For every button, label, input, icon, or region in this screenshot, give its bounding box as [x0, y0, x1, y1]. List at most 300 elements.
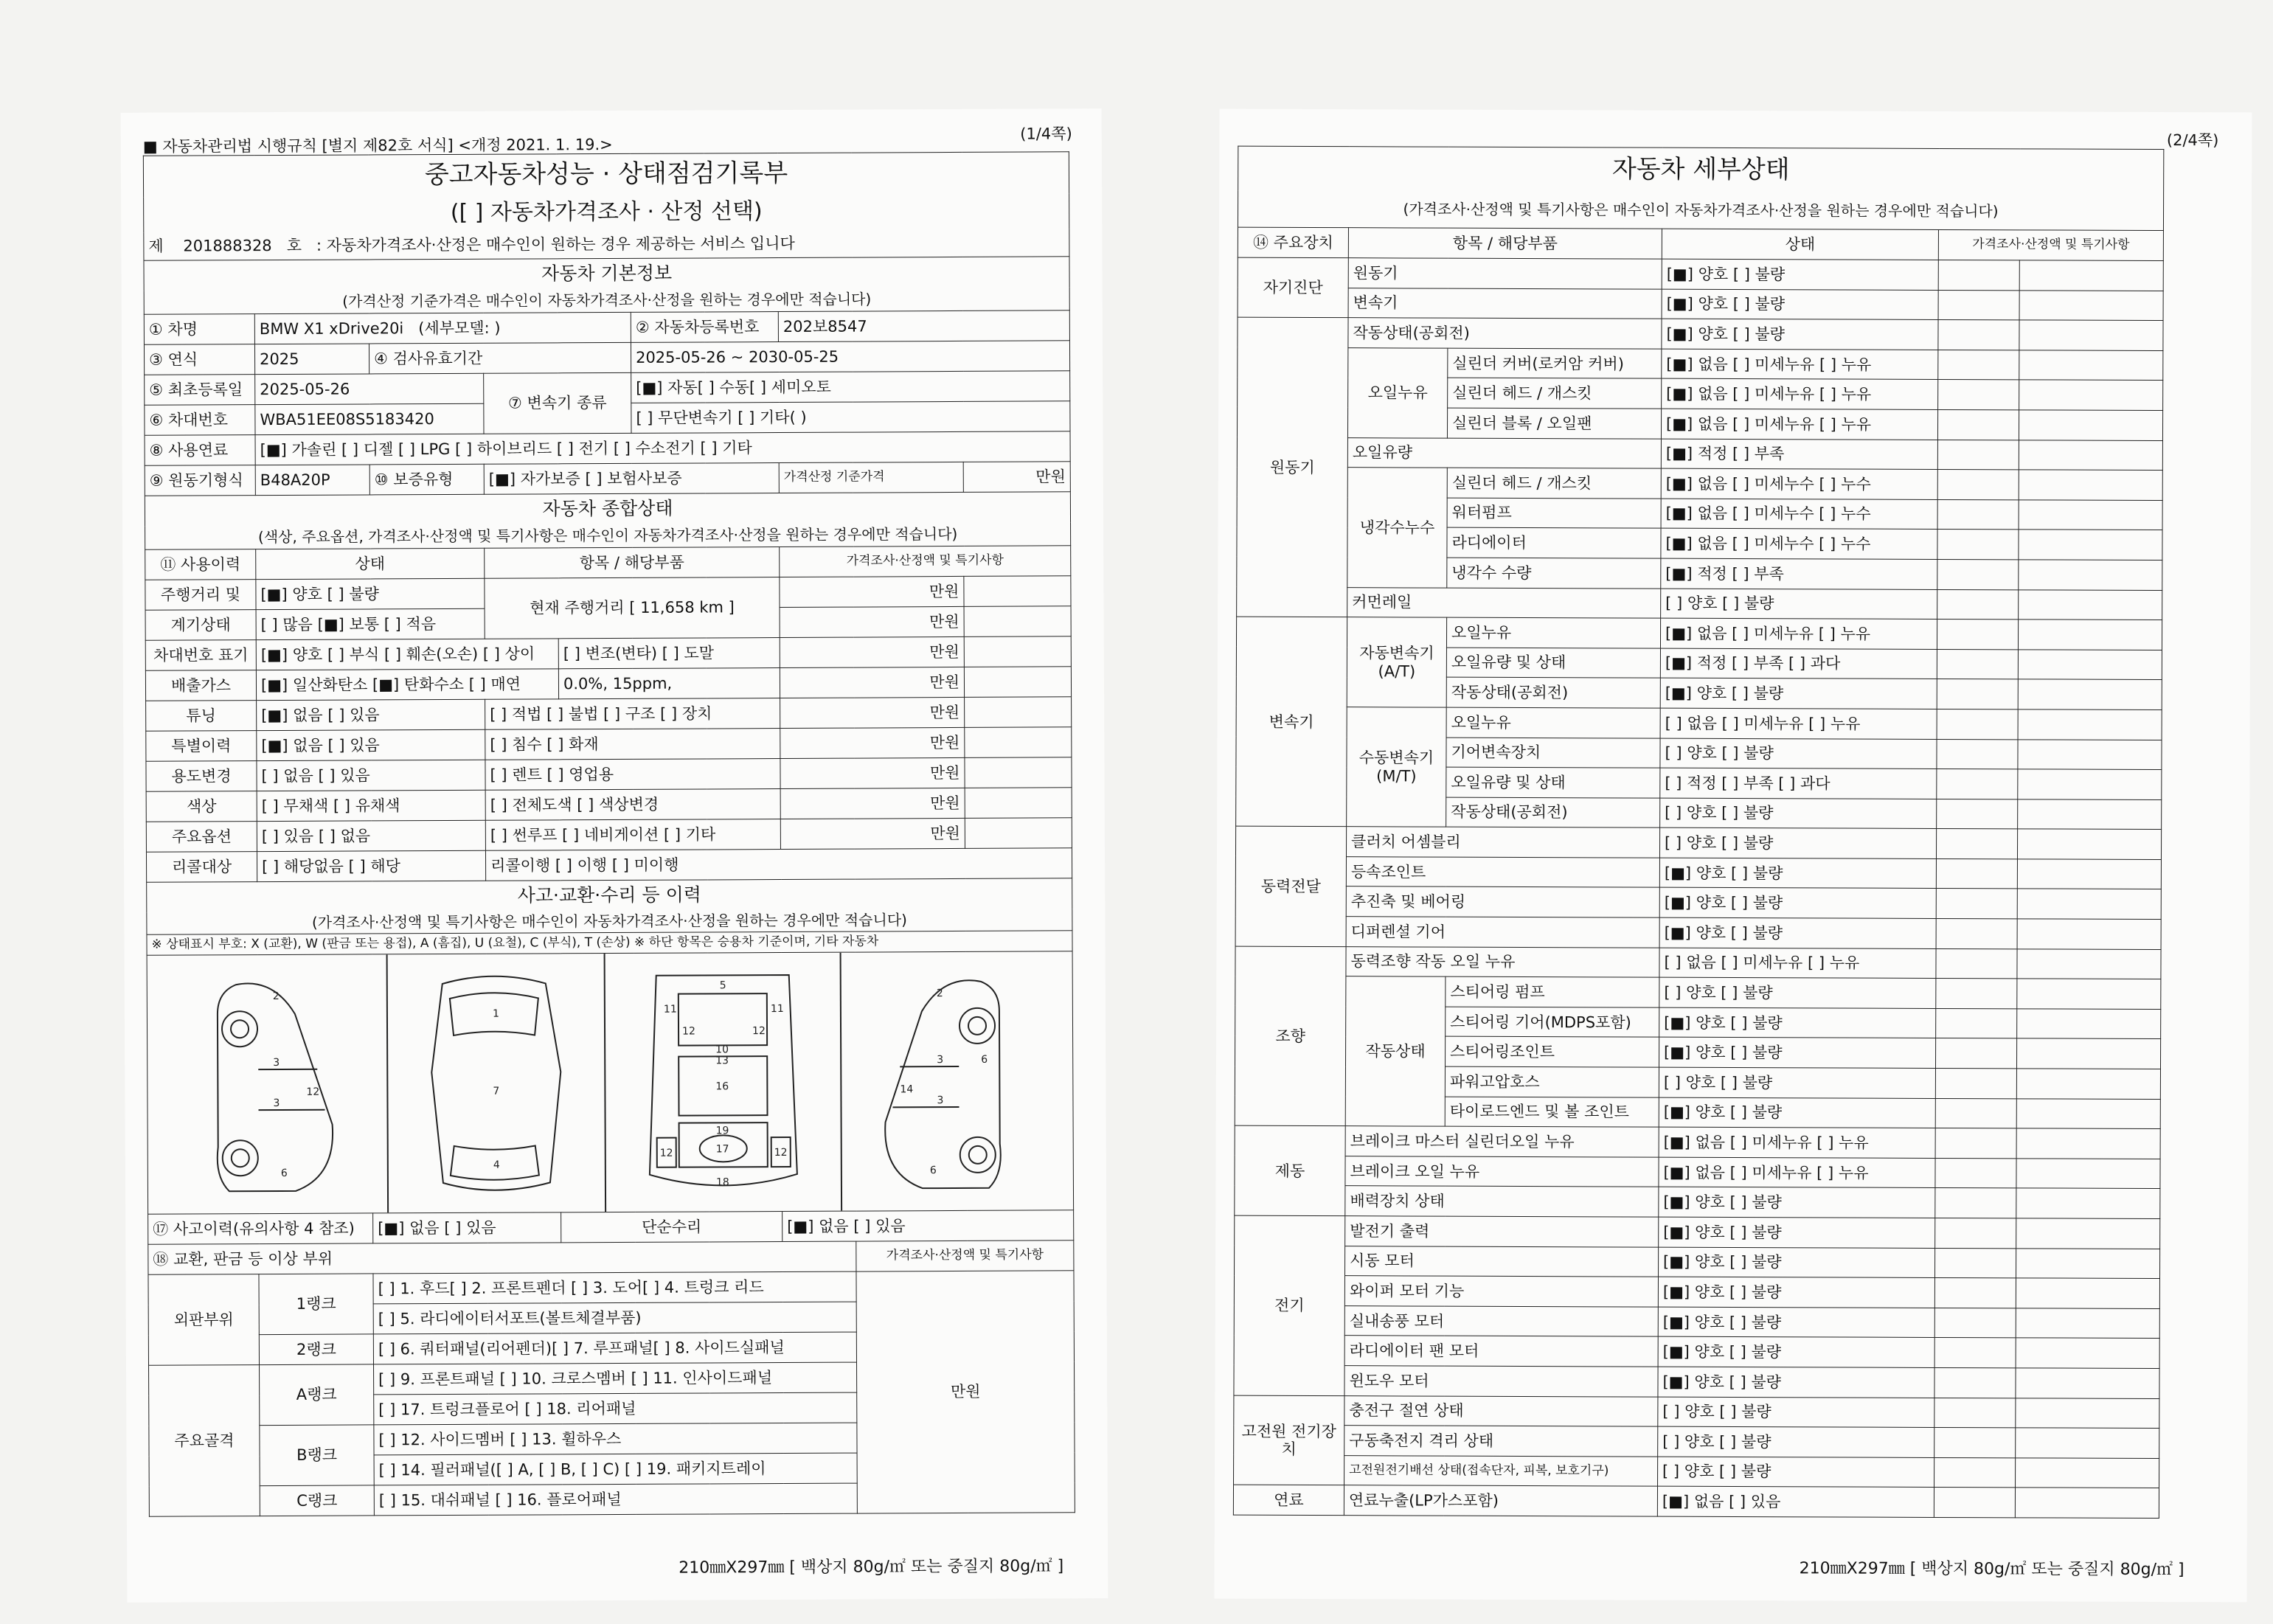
detail-price-cell [1936, 919, 2017, 949]
detail-category: 원동기 [1237, 317, 1348, 617]
detail-state: [ ] 양호 [ ] 불량 [1659, 977, 1936, 1008]
detail-row [1235, 976, 2161, 1009]
detail-state: [■] 양호 [ ] 불량 [1658, 1307, 1934, 1338]
detail-item: 커먼레일 [1347, 587, 1661, 618]
validity-value: 2025-05-26 ~ 2030-05-25 [631, 341, 1069, 373]
warranty-label: ⑩ 보증유형 [369, 464, 484, 495]
accident-note: (가격조사·산정액 및 특기사항은 매수인이 자동차가격조사·산정을 원하는 경우에만 적습니다) [147, 909, 1072, 934]
detail-price-cell [1937, 769, 2018, 799]
diagram-number: 1 [492, 1007, 499, 1020]
detail-note-cell [2016, 1188, 2160, 1218]
detail-state: [■] 양호 [ ] 불량 [1659, 1217, 1935, 1248]
diagram-number: 4 [493, 1159, 500, 1171]
detail-price-cell [1937, 620, 2018, 650]
page-2 [1214, 109, 2252, 1603]
general-title: 자동차 종합상태 [145, 492, 1070, 526]
rank1-items-b: [ ] 5. 라디에이터서포트(볼트체결부품) [373, 1302, 856, 1334]
vin-label: ⑥ 차대번호 [145, 405, 255, 436]
detail-item: 실린더 커버(로커암 커버) [1448, 348, 1662, 379]
transmission-label: ⑦ 변속기 종류 [484, 372, 631, 434]
detail-item: 작동상태(공회전) [1446, 677, 1660, 708]
detail-state: [ ] 양호 [ ] 불량 [1658, 1426, 1934, 1457]
rankB-items-a: [ ] 12. 사이드멤버 [ ] 13. 휠하우스 [374, 1423, 857, 1455]
detail-state: [ ] 양호 [ ] 불량 [1658, 1397, 1934, 1428]
form-number-row: 제 201888328 호 : 자동차가격조사·산정은 매수인이 원하는 경우 제공하는 서비스 입니다 [144, 229, 1069, 260]
detail-state: [ ] 적정 [ ] 부족 [ ] 과다 [1660, 768, 1937, 799]
rank1-label: 1랭크 [259, 1274, 373, 1335]
reg-no-value: 202보8547 [778, 310, 1069, 342]
detail-row [1235, 886, 2161, 920]
detail-state: [■] 양호 [ ] 불량 [1659, 1038, 1935, 1069]
diagram-number: 2 [272, 990, 280, 1003]
detail-note-cell [2016, 1368, 2159, 1398]
detail-note-cell [2018, 620, 2162, 650]
detail-state: [ ] 없음 [ ] 미세누유 [ ] 누유 [1659, 948, 1936, 979]
price-basis-label: 가격산정 기준가격 [779, 462, 963, 493]
diagram-number: 19 [715, 1125, 729, 1137]
general-row: 차대번호 표기 [■] 양호 [ ] 부식 [ ] 훼손(오손) [ ] 상이 [ ] 변조(변타) [ ] 도말 만원 [145, 636, 1071, 670]
detail-row [1235, 826, 2161, 859]
detail-price-cell [1935, 1068, 2016, 1098]
basic-info-title: 자동차 기본정보 [144, 257, 1069, 291]
detail-price-cell [1937, 499, 2019, 530]
rank2-items: [ ] 6. 쿼터패널(리어펜더)[ ] 7. 루프패널[ ] 8. 사이드실패널 [373, 1332, 856, 1364]
detail-state: [■] 양호 [ ] 불량 [1662, 319, 1938, 350]
detail-note-cell [2016, 1098, 2160, 1128]
accident-history-state: [■] 없음 [ ] 있음 [373, 1212, 561, 1243]
detail-item: 디퍼렌셜 기어 [1346, 917, 1659, 948]
detail-state: [■] 양호 [ ] 불량 [1659, 858, 1936, 889]
detail-row [1234, 1395, 2159, 1429]
detail-state: [ ] 양호 [ ] 불량 [1661, 589, 1937, 620]
detail-item: 냉각수 수량 [1447, 558, 1661, 589]
accident-title: 사고·교환·수리 등 이력 [147, 878, 1072, 912]
detail-item: 오일누유 [1446, 617, 1660, 648]
detail-price-cell [1935, 1188, 2016, 1218]
detail-item: 변속기 [1348, 288, 1662, 319]
detail-state: [■] 없음 [ ] 미세누수 [ ] 누수 [1661, 468, 1937, 499]
detail-item: 추진축 및 베어링 [1346, 886, 1659, 917]
detail-price-cell [1937, 799, 2018, 829]
detail-note-cell [2019, 260, 2163, 291]
detail-item: 실내송풍 모터 [1344, 1305, 1658, 1336]
detail-state: [■] 양호 [ ] 불량 [1659, 1007, 1936, 1038]
diagram-number: 6 [280, 1167, 288, 1179]
frame-label: 주요골격 [149, 1365, 260, 1517]
detail-state: [■] 양호 [ ] 불량 [1659, 1187, 1935, 1218]
detail-price-cell [1937, 440, 2019, 470]
general-row: 주행거리 및 [■] 양호 [ ] 불량 현재 주행거리 [ 11,658 km ] 만원 [145, 576, 1071, 610]
detail-item: 시동 모터 [1345, 1246, 1659, 1277]
general-row: 튜닝 [■] 없음 [ ] 있음 [ ] 적법 [ ] 불법 [ ] 구조 [ ] 장치 만원 [146, 697, 1072, 731]
detail-row [1235, 1246, 2160, 1279]
general-head-history: ⑪ 사용이력 [145, 549, 256, 580]
odometer-value: 현재 주행거리 [ 11,658 km ] [485, 577, 780, 639]
detail-note-cell [2019, 380, 2163, 410]
diagram-number: 12 [682, 1025, 695, 1038]
diagram-number: 11 [770, 1002, 784, 1016]
detail-price-cell [1936, 979, 2017, 1009]
detail-row [1238, 288, 2163, 321]
general-row: 배출가스 [■] 일산화탄소 [■] 탄화수소 [ ] 매연 0.0%, 15ppm, 만원 [145, 667, 1071, 701]
diagram-number: 3 [937, 1054, 944, 1066]
detail-item: 오일유량 및 상태 [1446, 648, 1660, 679]
detail-item: 브레이크 마스터 실린더오일 누유 [1345, 1126, 1659, 1157]
detail-row [1234, 1425, 2159, 1458]
detail-note-cell [2019, 560, 2162, 590]
detail-note-cell [2016, 1338, 2159, 1368]
detail-note-cell [2019, 350, 2163, 381]
detail-category: 변속기 [1236, 617, 1347, 827]
detail-item: 오일유량 및 상태 [1446, 767, 1660, 798]
rankC-label: C랭크 [260, 1485, 374, 1516]
price-basis-unit: 만원 [963, 462, 1070, 493]
year-label: ③ 연식 [144, 344, 254, 375]
detail-price-cell [1938, 290, 2019, 320]
detail-row [1237, 467, 2162, 500]
detail-item: 등속조인트 [1346, 857, 1659, 888]
detail-state: [■] 없음 [ ] 미세누유 [ ] 누유 [1659, 1127, 1935, 1158]
detail-item: 브레이크 오일 누유 [1345, 1156, 1659, 1187]
detail-note-cell [2016, 1458, 2159, 1488]
page-2-footer: 210㎜X297㎜ [ 백상지 80g/㎡ 또는 중질지 80g/㎡ ] [1799, 1559, 2184, 1580]
detail-note-cell [2017, 859, 2161, 889]
detail-note-cell [2016, 1069, 2160, 1099]
basic-info-note: (가격산정 기준가격은 매수인이 자동차가격조사·산정을 원하는 경우에만 적습니다) [144, 287, 1069, 314]
diagram-number: 11 [663, 1003, 677, 1016]
fuel-value: [■] 가솔린 [ ] 디젤 [ ] LPG [ ] 하이브리드 [ ] 전기 [ ] 수소전기 [ ] 기타 [255, 431, 1070, 465]
detail-item: 타이로드엔드 및 볼 조인트 [1445, 1097, 1659, 1128]
detail-item: 라디에이터 [1447, 527, 1661, 558]
detail-note-cell [2016, 1278, 2159, 1308]
detail-note-cell [2016, 1308, 2159, 1339]
detail-item: 고전원전기배선 상태(접속단자, 피복, 보호기구) [1344, 1455, 1658, 1486]
detail-category: 조향 [1235, 946, 1346, 1126]
detail-state: [■] 없음 [ ] 미세누유 [ ] 누유 [1662, 349, 1938, 380]
detail-note-cell [2019, 290, 2163, 320]
detail-item: 실린더 헤드 / 개스킷 [1447, 468, 1661, 499]
warranty-value: [■] 자가보증 [ ] 보험사보증 [484, 463, 779, 495]
detail-state: [■] 양호 [ ] 불량 [1662, 259, 1938, 290]
detail-row [1235, 1156, 2160, 1189]
detail-note-cell [2019, 470, 2162, 500]
rank1-items-a: [ ] 1. 후드[ ] 2. 프론트펜더 [ ] 3. 도어[ ] 4. 트렁크 리드 [373, 1271, 856, 1304]
detail-item: 라디에이터 팬 모터 [1344, 1336, 1658, 1367]
general-head-state: 상태 [256, 548, 485, 579]
detail-note-cell [2016, 1218, 2160, 1249]
rankA-items-a: [ ] 9. 프론트패널 [ ] 10. 크로스멤버 [ ] 11. 인사이드패널 [374, 1362, 857, 1395]
detail-price-cell [1936, 948, 2017, 979]
diagram-number: 5 [719, 979, 726, 992]
exchange-price: 만원 [856, 1271, 1075, 1513]
detail-price-cell [1936, 829, 2017, 859]
detail-item: 오일누유 [1446, 707, 1660, 738]
detail-state: [■] 양호 [ ] 불량 [1658, 1367, 1934, 1398]
detail-row [1234, 1365, 2159, 1398]
detail-subcategory: 오일누유 [1347, 347, 1447, 437]
detail-item: 워터펌프 [1447, 498, 1661, 529]
detail-row [1233, 1485, 2159, 1518]
detail-price-cell [1938, 260, 2019, 290]
transmission-other: [ ] 무단변속기 [ ] 기타( ) [631, 401, 1070, 434]
detail-note-cell [2017, 1009, 2161, 1039]
diagram-number: 13 [715, 1055, 729, 1067]
exterior-label: 외판부위 [148, 1274, 260, 1366]
diagram-number: 12 [752, 1025, 766, 1038]
detail-row [1234, 1455, 2159, 1488]
validity-label: ④ 검사유효기간 [369, 342, 631, 374]
detail-item: 파워고압호스 [1445, 1066, 1659, 1097]
detail-note: (가격조사·산정액 및 특기사항은 매수인이 자동차가격조사·산정을 원하는 경우에만 적습니다) [1238, 190, 2163, 230]
detail-note-cell [2016, 1248, 2160, 1278]
rank2-label: 2랭크 [259, 1334, 373, 1365]
detail-note-cell [2015, 1488, 2159, 1518]
detail-head-device: ⑭ 주요장치 [1238, 227, 1348, 258]
detail-price-cell [1935, 1128, 2016, 1159]
detail-row [1238, 317, 2163, 350]
detail-note-cell [2019, 320, 2163, 350]
detail-note-cell [2016, 1159, 2160, 1189]
detail-price-cell [1934, 1398, 2016, 1428]
detail-price-cell [1934, 1428, 2016, 1458]
detail-state: [■] 없음 [ ] 미세누수 [ ] 누수 [1661, 528, 1937, 559]
detail-price-cell [1935, 1038, 2016, 1069]
accident-history-label: ⑰ 사고이력(유의사항 4 참조) [148, 1213, 373, 1244]
detail-row [1236, 617, 2162, 650]
diagram-number: 16 [715, 1080, 729, 1093]
general-row: 색상 [ ] 무채색 [ ] 유채색 [ ] 전체도색 [ ] 색상변경 만원 [146, 788, 1072, 822]
detail-category: 고전원 전기장치 [1234, 1395, 1344, 1485]
detail-state: [ ] 양호 [ ] 불량 [1660, 798, 1937, 829]
detail-subcategory: 작동상태 [1345, 976, 1446, 1126]
diagram-number: 17 [715, 1143, 729, 1156]
detail-price-cell [1937, 409, 2019, 440]
detail-category: 연료 [1233, 1485, 1344, 1515]
detail-model: (세부모델: ) [418, 319, 501, 338]
rankC-items: [ ] 15. 대쉬패널 [ ] 16. 플로어패널 [374, 1483, 857, 1516]
diagram-number: 12 [659, 1147, 673, 1159]
page-number: (2/4쪽) [2166, 131, 2219, 150]
detail-subcategory: 수동변속기 (M/T) [1347, 707, 1447, 827]
general-head-item: 항목 / 해당부품 [485, 547, 780, 579]
simple-repair-state: [■] 없음 [ ] 있음 [782, 1210, 1074, 1242]
detail-note-cell [2016, 1398, 2159, 1428]
detail-price-cell [1937, 739, 2018, 769]
detail-category: 제동 [1235, 1125, 1345, 1215]
exchange-label: ⑱ 교환, 판금 등 이상 부위 [148, 1241, 856, 1274]
detail-price-cell [1935, 1098, 2016, 1128]
detail-item: 원동기 [1348, 258, 1662, 289]
detail-state: [■] 없음 [ ] 미세누수 [ ] 누수 [1661, 499, 1937, 530]
detail-row [1234, 1275, 2159, 1308]
detail-price-cell [1936, 858, 2017, 889]
general-head-price: 가격조사·산정액 및 특기사항 [780, 546, 1071, 577]
detail-state: [ ] 없음 [ ] 미세누유 [ ] 누유 [1660, 708, 1937, 739]
first-reg-value: 2025-05-26 [255, 373, 484, 404]
detail-row [1235, 856, 2161, 889]
detail-price-cell [1936, 1008, 2017, 1038]
detail-price-cell [1934, 1338, 2016, 1368]
detail-row [1236, 707, 2162, 740]
car-diagram [147, 951, 1074, 1214]
detail-state: [■] 적정 [ ] 부족 [1661, 558, 1937, 589]
detail-state: [■] 없음 [ ] 있음 [1657, 1486, 1934, 1517]
detail-price-cell [1934, 1457, 2016, 1488]
diagram-number: 2 [936, 988, 943, 1000]
detail-price-cell [1938, 380, 2019, 410]
fuel-label: ⑧ 사용연료 [145, 435, 255, 466]
detail-state: [■] 양호 [ ] 불량 [1659, 888, 1936, 919]
diagram-number: 10 [715, 1044, 729, 1056]
diagram-number: 7 [493, 1085, 500, 1097]
simple-repair-label: 단순수리 [561, 1212, 782, 1243]
detail-state: [ ] 양호 [ ] 불량 [1659, 827, 1936, 858]
form-title: 중고자동차성능 · 상태점검기록부 [143, 152, 1069, 197]
detail-category: 전기 [1234, 1215, 1345, 1395]
service-note: : 자동차가격조사·산정은 매수인이 원하는 경우 제공하는 서비스 입니다 [316, 235, 795, 254]
recall-row: 리콜대상 [ ] 해당없음 [ ] 해당 리콜이행 [ ] 이행 [ ] 미이행 [146, 848, 1072, 882]
detail-price-cell [1935, 1248, 2016, 1278]
detail-row [1238, 257, 2163, 291]
detail-item: 와이퍼 모터 기능 [1344, 1276, 1658, 1307]
detail-price-cell [1938, 350, 2019, 380]
detail-state: [ ] 양호 [ ] 불량 [1659, 1067, 1935, 1098]
diagram-number: 12 [306, 1086, 320, 1098]
detail-note-cell [2017, 829, 2161, 859]
detail-note-cell [2018, 709, 2162, 740]
detail-item: 작동상태(공회전) [1348, 318, 1662, 349]
detail-row [1235, 1125, 2160, 1159]
detail-note-cell [2018, 769, 2162, 799]
detail-state: [■] 양호 [ ] 불량 [1658, 1277, 1934, 1308]
general-row: 용도변경 [ ] 없음 [ ] 있음 [ ] 렌트 [ ] 영업용 만원 [146, 757, 1072, 791]
detail-row [1235, 916, 2161, 949]
detail-row [1235, 1215, 2160, 1249]
form-subtitle: ([ ] 자동차가격조사 · 산정 선택) [144, 193, 1069, 232]
detail-state: [ ] 양호 [ ] 불량 [1660, 738, 1937, 769]
detail-state: [■] 양호 [ ] 불량 [1662, 289, 1938, 320]
detail-state: [■] 양호 [ ] 불량 [1660, 678, 1937, 709]
detail-price-cell [1937, 649, 2018, 679]
detail-note-cell [2016, 1038, 2160, 1069]
detail-form [1233, 146, 2165, 1519]
detail-title: 자동차 세부상태 [1238, 146, 2164, 193]
diagram-number: 12 [774, 1146, 788, 1159]
car-diagram-svg [148, 951, 1074, 1213]
detail-price-cell [1934, 1278, 2016, 1308]
detail-category: 자기진단 [1238, 257, 1348, 318]
diagram-number: 3 [937, 1094, 944, 1107]
status-legend: ※ 상태표시 부호: X (교환), W (판금 또는 용접), A (흠집), U (요철), C (부식), T (손상) ※ 하단 항목은 승용차 기준이며, 기타 자동차 [147, 931, 1072, 955]
detail-item: 스티어링 펌프 [1446, 976, 1659, 1007]
detail-note-cell [2018, 739, 2162, 769]
engine-value: B48A20P [255, 465, 369, 496]
general-row: 특별이력 [■] 없음 [ ] 있음 [ ] 침수 [ ] 화재 만원 [146, 727, 1072, 761]
diagram-number: 14 [900, 1083, 914, 1096]
detail-state: [■] 양호 [ ] 불량 [1659, 1247, 1935, 1278]
main-form [143, 151, 1075, 1516]
year-value: 2025 [254, 344, 369, 375]
detail-note-cell [2018, 650, 2162, 680]
detail-state: [■] 없음 [ ] 미세누유 [ ] 누유 [1662, 379, 1938, 410]
detail-state: [ ] 양호 [ ] 불량 [1658, 1457, 1934, 1488]
reg-no-label: ② 자동차등록번호 [631, 312, 778, 343]
detail-item: 발전기 출력 [1345, 1216, 1659, 1247]
exchange-price-head: 가격조사·산정액 및 특기사항 [856, 1240, 1074, 1271]
detail-price-cell [1938, 320, 2019, 350]
general-note: (색상, 주요옵션, 가격조사·산정액 및 특기사항은 매수인이 자동차가격조사·산정을 원하는 경우에만 적습니다) [145, 522, 1071, 549]
diagram-number: 3 [273, 1097, 280, 1110]
page-1-footer: 210㎜X297㎜ [ 백상지 80g/㎡ 또는 중질지 80g/㎡ ] [679, 1557, 1064, 1578]
page-number: (1/4쪽) [1020, 125, 1072, 143]
general-row: 계기상태 [ ] 많음 [■] 보통 [ ] 적음 만원 [145, 606, 1071, 640]
detail-price-cell [1937, 589, 2019, 620]
first-reg-label: ⑤ 최초등록일 [145, 375, 255, 406]
detail-category: 동력전달 [1235, 826, 1347, 946]
car-name-value: BMW X1 xDrive20i (세부모델: ) [254, 312, 631, 344]
diagram-number: 18 [715, 1176, 729, 1189]
detail-item: 배력장치 상태 [1345, 1186, 1659, 1217]
detail-price-cell [1934, 1367, 2016, 1398]
detail-price-cell [1934, 1488, 2015, 1518]
detail-note-cell [2019, 440, 2162, 470]
detail-note-cell [2019, 410, 2162, 440]
detail-row [1238, 347, 2163, 381]
rankB-label: B랭크 [260, 1425, 374, 1486]
detail-item: 실린더 블록 / 오일팬 [1447, 408, 1661, 439]
detail-note-cell [2018, 799, 2162, 830]
detail-head-item: 항목 / 해당부품 [1348, 228, 1662, 259]
detail-note-cell [2017, 949, 2161, 979]
detail-state: [■] 없음 [ ] 미세누유 [ ] 누유 [1661, 409, 1937, 440]
detail-item: 충전구 절연 상태 [1344, 1395, 1658, 1426]
detail-price-cell [1937, 470, 2019, 500]
diagram-number: 3 [273, 1056, 280, 1069]
rankB-items-b: [ ] 14. 필러패널([ ] A, [ ] B, [ ] C) [ ] 19. 패키지트레이 [374, 1453, 857, 1485]
general-row: 주요옵션 [ ] 있음 [ ] 없음 [ ] 썬루프 [ ] 네비게이션 [ ] 기타 만원 [146, 818, 1072, 852]
vin-value: WBA51EE08S5183420 [255, 403, 484, 434]
detail-note-cell [2016, 1128, 2160, 1159]
detail-price-cell [1937, 530, 2019, 560]
detail-row [1237, 587, 2162, 620]
detail-state: [■] 적정 [ ] 부족 [ ] 과다 [1660, 648, 1937, 679]
detail-price-cell [1937, 559, 2019, 589]
detail-item: 실린더 헤드 / 개스킷 [1448, 378, 1662, 409]
detail-note-cell [2017, 979, 2161, 1009]
page-1 [121, 108, 1108, 1603]
rankA-items-b: [ ] 17. 트렁크플로어 [ ] 18. 리어패널 [374, 1392, 857, 1425]
detail-row [1237, 437, 2162, 471]
diagram-number: 6 [929, 1165, 937, 1177]
rankA-label: A랭크 [260, 1364, 374, 1426]
diagram-number: 6 [981, 1053, 988, 1066]
detail-price-cell [1934, 1308, 2016, 1338]
detail-item: 구동축전지 격리 상태 [1344, 1426, 1658, 1457]
detail-state: [■] 양호 [ ] 불량 [1658, 1337, 1934, 1368]
detail-price-cell [1937, 709, 2018, 739]
detail-state: [■] 적정 [ ] 부족 [1661, 439, 1937, 470]
detail-state: [■] 없음 [ ] 미세누유 [ ] 누유 [1659, 1157, 1935, 1188]
detail-state: [■] 없음 [ ] 미세누유 [ ] 누유 [1660, 618, 1937, 649]
engine-label: ⑨ 원동기형식 [145, 465, 255, 496]
detail-note-cell [2019, 500, 2162, 530]
detail-price-cell [1936, 889, 2017, 919]
detail-head-price: 가격조사·산정액 및 특기사항 [1938, 229, 2163, 260]
transmission-auto: [■] 자동[ ] 수동[ ] 세미오토 [631, 371, 1070, 403]
form-number: 201888328 [183, 237, 272, 255]
detail-item: 클러치 어셈블리 [1346, 827, 1659, 858]
detail-item: 작동상태(공회전) [1446, 797, 1660, 828]
